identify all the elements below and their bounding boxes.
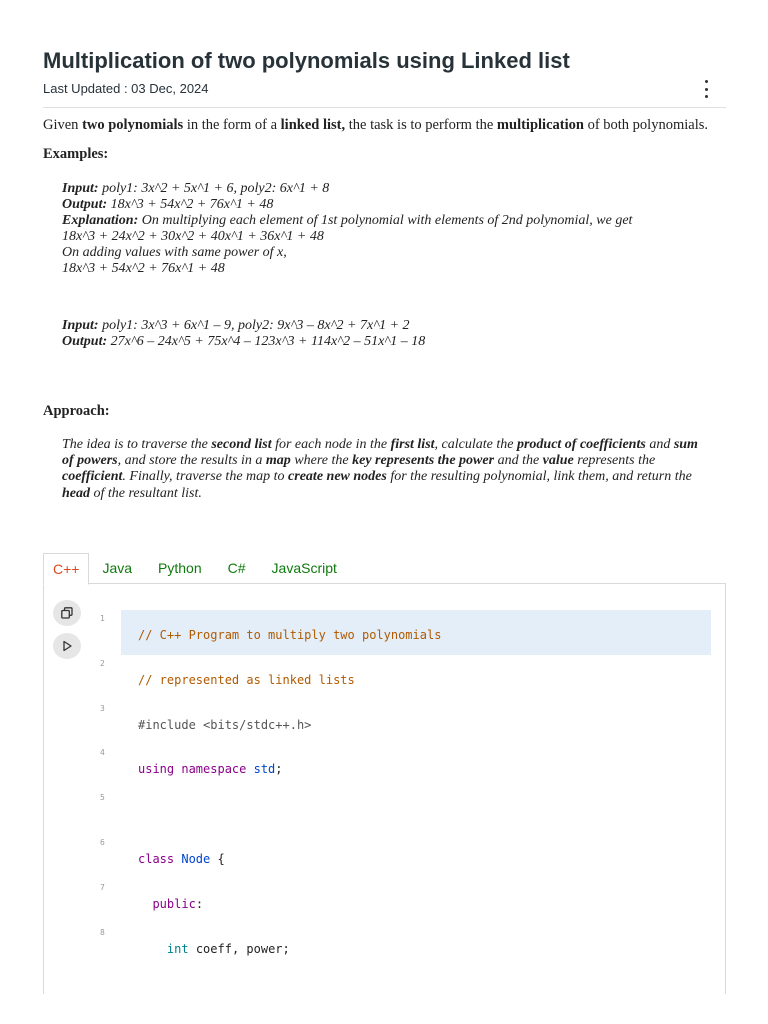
- code-line: [94, 654, 711, 699]
- tab-python[interactable]: Python: [158, 560, 202, 576]
- tab-csharp[interactable]: C#: [227, 560, 246, 576]
- line-number: 6: [100, 837, 105, 847]
- line-number: 4: [100, 748, 105, 758]
- example-2: Input: poly1: 3x^3 + 6x^1 – 9, poly2: 9x^3 – 8x^2 + 7x^1 + 2 Output: 27x^6 – 24x^5 + 75x^4 – 123x^3 + 114x^2 – 51x^1 – 18: [62, 318, 426, 349]
- code-tabs-container: [43, 553, 726, 993]
- approach-heading: Approach:: [43, 403, 110, 419]
- code-line: [94, 923, 711, 968]
- language-tabs: [43, 553, 350, 584]
- line-number: 1: [100, 614, 105, 623]
- run-icon[interactable]: [53, 633, 81, 659]
- code-text: #include <bits/stdc++.h>: [138, 717, 312, 732]
- line-number: 7: [100, 882, 105, 892]
- line-number: 3: [100, 703, 105, 713]
- code-line: [94, 609, 711, 654]
- code-line: [94, 699, 711, 744]
- line-number: 2: [100, 658, 105, 668]
- code-line: [94, 833, 711, 878]
- code-text: int coeff, power;: [166, 941, 290, 956]
- code-block: [94, 609, 711, 967]
- last-updated: Last Updated : 03 Dec, 2024: [43, 81, 209, 96]
- divider: [43, 107, 726, 108]
- example-1: Input: poly1: 3x^2 + 5x^1 + 6, poly2: 6x^1 + 8 Output: 18x^3 + 54x^2 + 76x^1 + 48 Explanation: On multiplying each element of 1st polynomial with elements of 2nd polynomial, we get 18x^3 + 24x^2 + 30x^2 + 40x^1 + 36x^1 + 48 On adding values with same power of x, 18x^3 + 54x^2 + 76x^1 + 48: [62, 181, 633, 276]
- code-text: // C++ Program to multiply two polynomials: [138, 628, 442, 642]
- tab-javascript[interactable]: JavaScript: [271, 560, 337, 576]
- code-text: class Node {: [138, 851, 225, 866]
- code-line: [94, 743, 711, 788]
- code-text: using namespace std;: [138, 762, 283, 777]
- code-panel: [43, 583, 726, 994]
- code-line: [94, 788, 711, 833]
- line-number: 5: [100, 793, 105, 803]
- page-title: Multiplication of two polynomials using Linked list: [43, 48, 570, 73]
- tab-cpp[interactable]: C++: [43, 553, 89, 585]
- approach-paragraph: The idea is to traverse the second list for each node in the first list, calculate the product of coefficients and sum of powers, and store the results in a map where the key represents the power and the value represents the coefficient. Finally, traverse the map to create new nodes for the resulting polynomial, link them, and return the head of the resultant list.: [62, 437, 698, 501]
- examples-heading: Examples:: [43, 146, 109, 162]
- intro-paragraph: Given two polynomials in the form of a linked list, the task is to perform the multiplication of both polynomials.: [43, 117, 708, 133]
- code-text: public:: [152, 896, 204, 911]
- code-text: // represented as linked lists: [138, 672, 355, 687]
- tab-java[interactable]: Java: [102, 560, 133, 576]
- copy-icon[interactable]: [53, 600, 81, 626]
- kebab-menu-icon[interactable]: [700, 80, 712, 98]
- code-line: [94, 878, 711, 923]
- line-number: 8: [100, 927, 105, 937]
